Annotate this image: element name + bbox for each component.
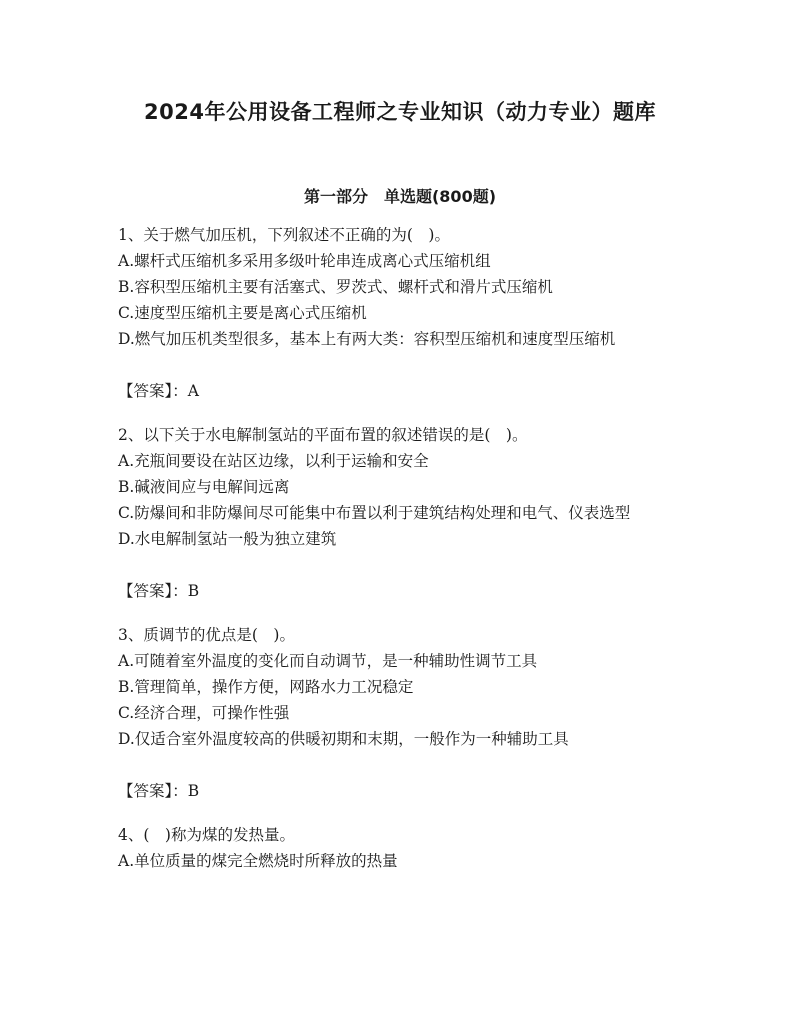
question-2 [118, 422, 688, 604]
question-4 [118, 822, 688, 874]
option-c: C.经济合理，可操作性强 [118, 704, 290, 722]
document-title: 2024年公用设备工程师之专业知识（动力专业）题库 [144, 100, 656, 124]
option-a: A.螺杆式压缩机多采用多级叶轮串连成离心式压缩机组 [118, 252, 491, 270]
answer-value: B [187, 782, 200, 800]
option-b: B.管理简单，操作方便，网路水力工况稳定 [118, 678, 414, 696]
option-a: A.充瓶间要设在站区边缘，以利于运输和安全 [118, 452, 429, 470]
question-1 [118, 222, 688, 404]
answer-value: B [187, 582, 200, 600]
answer-value: A [187, 382, 199, 400]
question-3 [118, 622, 688, 804]
answer-label: 【答案】： [118, 782, 188, 800]
option-a: A.单位质量的煤完全燃烧时所释放的热量 [118, 852, 398, 870]
option-d: D.仅适合室外温度较高的供暖初期和末期，一般作为一种辅助工具 [118, 730, 569, 748]
option-c: C.速度型压缩机主要是离心式压缩机 [118, 304, 367, 322]
option-b: B.碱液间应与电解间远离 [118, 478, 290, 496]
question-stem: 2、以下关于水电解制氢站的平面布置的叙述错误的是( )。 [118, 426, 528, 444]
question-stem: 1、关于燃气加压机，下列叙述不正确的为( )。 [118, 226, 450, 244]
answer-label: 【答案】： [118, 382, 188, 400]
option-a: A.可随着室外温度的变化而自动调节，是一种辅助性调节工具 [118, 652, 538, 670]
option-b: B.容积型压缩机主要有活塞式、罗茨式、螺杆式和滑片式压缩机 [118, 278, 553, 296]
question-list [118, 222, 688, 874]
answer-line [118, 378, 688, 404]
option-c: C.防爆间和非防爆间尽可能集中布置以利于建筑结构处理和电气、仪表选型 [118, 504, 631, 522]
option-d: D.燃气加压机类型很多，基本上有两大类：容积型压缩机和速度型压缩机 [118, 330, 616, 348]
question-stem: 3、质调节的优点是( )。 [118, 626, 295, 644]
answer-line [118, 578, 688, 604]
section-title: 第一部分 单选题(800题) [303, 187, 497, 206]
question-stem: 4、( )称为煤的发热量。 [118, 826, 295, 844]
answer-label: 【答案】： [118, 582, 188, 600]
answer-line [118, 778, 688, 804]
option-d: D.水电解制氢站一般为独立建筑 [118, 530, 337, 548]
